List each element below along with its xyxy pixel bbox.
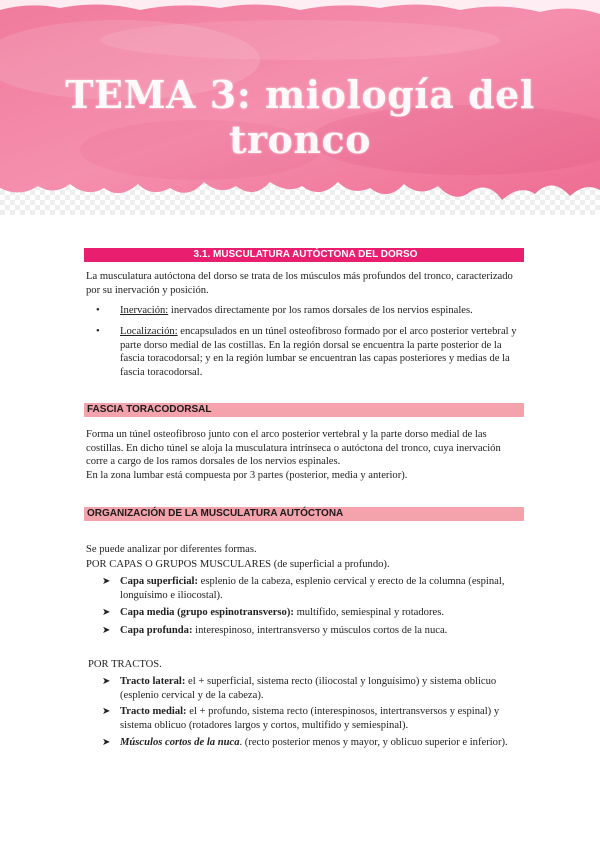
list-item-capa-profunda — [102, 624, 522, 638]
arrow-bullet-icon: ➤ — [102, 576, 111, 587]
inervacion-label: Inervación: — [120, 305, 169, 316]
capa-superficial-label: Capa superficial: — [120, 576, 198, 587]
localizacion-text: encapsulados en un túnel osteofibroso formado por el arco posterior vertebral y parte dorso medial de las costillas. En la región dorsal se encuentra la parte posterior de la fascia toracodorsal; y en la región lumbar se encuentran las capas posteriores y medias de la fascia toracodorsal. — [120, 326, 517, 378]
capa-superficial-text: esplenio de la cabeza, esplenio cervical y erecto de la columna (espinal, longuísimo e iliocostal). — [120, 576, 505, 601]
capa-media-label: Capa media (grupo espinotransverso): — [120, 607, 294, 618]
tracto-lateral-text: el + superficial, sistema recto (iliocostal y longuísimo) y sistema oblicuo (esplenio cervical y de la cabeza). — [120, 676, 497, 701]
list-item-tracto-lateral — [102, 675, 522, 702]
list-item-capa-media — [102, 606, 522, 620]
list-item-tracto-medial — [102, 705, 522, 732]
bullet-icon: • — [96, 305, 100, 316]
localizacion-label: Localización: — [120, 326, 178, 337]
section-header-organizacion: ORGANIZACIÓN DE LA MUSCULATURA AUTÓCTONA — [84, 507, 524, 521]
musculos-nuca-label: Músculos cortos de la nuca — [120, 737, 240, 748]
list-item-musculos-nuca — [102, 736, 522, 750]
list-item-localizacion — [96, 325, 522, 379]
section-header-musculatura: 3.1. MUSCULATURA AUTÓCTONA DEL DORSO — [84, 248, 524, 262]
tracto-lateral-label: Tracto lateral: — [120, 676, 186, 687]
section1-intro: La musculatura autóctona del dorso se trata de los músculos más profundos del tronco, caracterizado por su inervación y posición. — [86, 271, 513, 296]
list-item-inervacion — [96, 304, 522, 318]
tracto-medial-label: Tracto medial: — [120, 706, 187, 717]
musculos-nuca-text: . (recto posterior menos y mayor, y oblicuo superior e inferior). — [239, 737, 508, 748]
arrow-bullet-icon: ➤ — [102, 625, 111, 636]
section-header-fascia: FASCIA TORACODORSAL — [84, 403, 524, 417]
tractos-title: POR TRACTOS. — [88, 659, 162, 670]
arrow-bullet-icon: ➤ — [102, 607, 111, 618]
list-item-capa-superficial — [102, 575, 522, 602]
organizacion-intro: Se puede analizar por diferentes formas. — [86, 544, 257, 555]
fascia-lumbar-paragraph: En la zona lumbar está compuesta por 3 partes (posterior, media y anterior). — [86, 470, 408, 481]
fascia-paragraph: Forma un túnel osteofibroso junto con el arco posterior vertebral y la parte dorso medial de las costillas. En dicho túnel se aloja la musculatura intrínseca o autóctona del tronco, cuya inervación corre a cargo de los ramos dorsales de los nervios espinales. — [86, 429, 501, 467]
capa-profunda-label: Capa profunda: — [120, 625, 193, 636]
arrow-bullet-icon: ➤ — [102, 737, 111, 748]
page-title: TEMA 3: miología del tronco — [65, 72, 535, 162]
header-banner — [0, 0, 600, 215]
bullet-icon: • — [96, 326, 100, 337]
capa-profunda-text: interespinoso, intertransverso y músculos cortos de la nuca. — [192, 625, 448, 636]
inervacion-text: inervados directamente por los ramos dorsales de los nervios espinales. — [168, 305, 473, 316]
arrow-bullet-icon: ➤ — [102, 676, 111, 687]
capas-title: POR CAPAS O GRUPOS MUSCULARES (de superficial a profundo). — [86, 559, 390, 570]
capa-media-text: multífido, semiespinal y rotadores. — [293, 607, 444, 618]
arrow-bullet-icon: ➤ — [102, 706, 111, 717]
tracto-medial-text: el + profundo, sistema recto (interespinosos, intertransversos y espinal) y sistema oblicuo (rotadores largos y cortos, multifido y semiespinal). — [120, 706, 500, 731]
